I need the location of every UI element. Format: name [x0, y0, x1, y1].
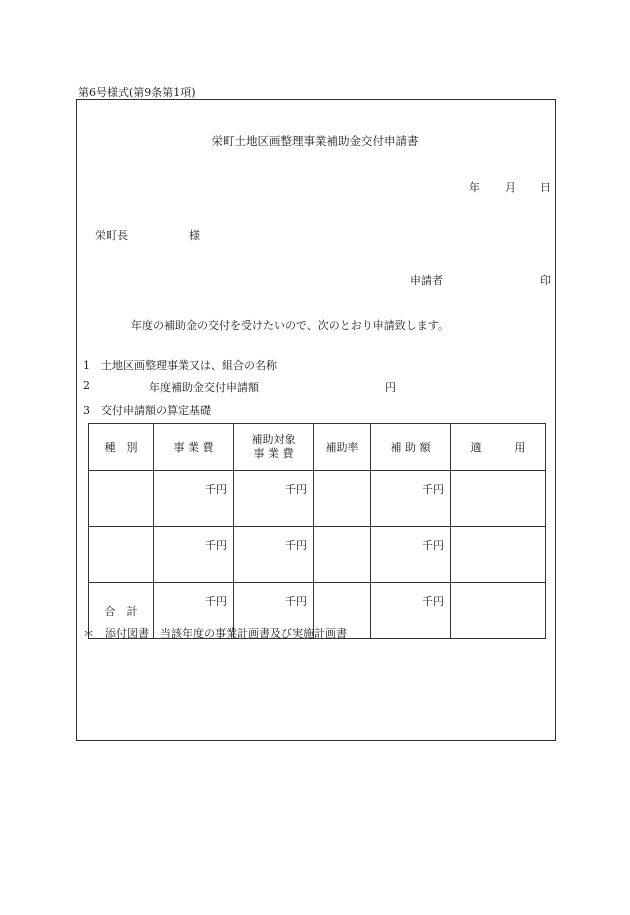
addressee-name: 栄町長 [95, 229, 128, 242]
item-number: 2 [83, 379, 90, 392]
item-text: 交付申請額の算定基礎 [101, 404, 211, 417]
header-project-cost: 事 業 費 [154, 424, 234, 471]
application-statement: 年度の補助金の交付を受けたいので、次のとおり申請致します。 [131, 319, 449, 332]
remarks-cell [451, 471, 546, 527]
table-row [89, 527, 546, 583]
item-2 [83, 379, 483, 392]
subsidy-amount-cell: 千円 [371, 527, 451, 583]
seal-mark: 印 [540, 274, 551, 287]
month-label: 月 [505, 181, 516, 194]
subsidy-amount-cell: 千円 [371, 471, 451, 527]
day-label: 日 [540, 181, 551, 194]
header-subsidy-rate: 補助率 [314, 424, 371, 471]
addressee-honorific: 様 [189, 229, 200, 242]
item-number: 1 [83, 359, 90, 372]
header-type: 種 別 [89, 424, 154, 471]
item-text: 土地区画整理事業又は、組合の名称 [101, 359, 277, 372]
eligible-cost-cell: 千円 [234, 583, 314, 639]
project-cost-cell: 千円 [154, 583, 234, 639]
applicant-label: 申請者 [410, 274, 443, 287]
total-label: 合 計 [89, 583, 154, 639]
item-number: 3 [83, 404, 90, 417]
header-subsidy-amount: 補 助 額 [371, 424, 451, 471]
attachment-note: ＊ 添付図書 当該年度の事業計画書及び実施計画書 [83, 627, 347, 640]
subsidy-amount-cell: 千円 [371, 583, 451, 639]
item-text: 年度補助金交付申請額 [149, 381, 259, 394]
remarks-cell [451, 583, 546, 639]
form-frame [76, 99, 556, 741]
form-number: 第6号様式(第9条第1項) [78, 86, 196, 99]
row-label [89, 527, 154, 583]
subsidy-rate-cell [314, 527, 371, 583]
subsidy-rate-cell [314, 471, 371, 527]
calculation-table [88, 423, 546, 639]
eligible-cost-cell: 千円 [234, 527, 314, 583]
form-title: 栄町土地区画整理事業補助金交付申請書 [211, 134, 419, 148]
year-label: 年 [469, 181, 480, 194]
header-eligible-cost: 補助対象 事 業 費 [234, 424, 314, 471]
item-1 [83, 357, 277, 373]
project-cost-cell: 千円 [154, 471, 234, 527]
remarks-cell [451, 527, 546, 583]
header-remarks: 適 用 [451, 424, 546, 471]
row-label [89, 471, 154, 527]
table-row [89, 471, 546, 527]
eligible-cost-cell: 千円 [234, 471, 314, 527]
table-header-row [89, 424, 546, 471]
item-3 [83, 402, 211, 418]
project-cost-cell: 千円 [154, 527, 234, 583]
item-unit: 円 [385, 381, 396, 394]
